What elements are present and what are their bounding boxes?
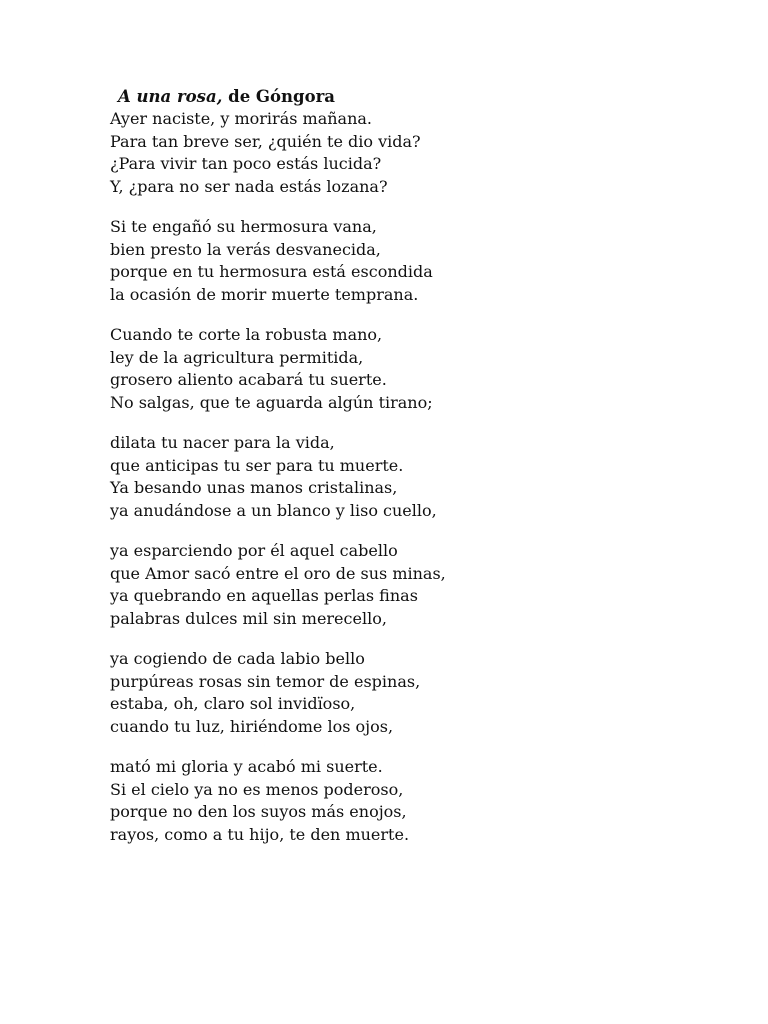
poem-line: ya cogiendo de cada labio bello	[110, 649, 365, 668]
poem-line: ley de la agricultura permitida,	[110, 347, 364, 367]
poem-line: dilata tu nacer para la vida,	[110, 433, 335, 452]
poem-line: Si el cielo ya no es menos poderoso,	[110, 779, 404, 799]
poem-title	[118, 86, 730, 108]
poem-line: que Amor sacó entre el oro de sus minas,	[110, 563, 446, 583]
stanza	[110, 432, 730, 522]
poem-line: cuando tu luz, hiriéndome los ojos,	[110, 716, 394, 736]
poem-line: No salgas, que te aguarda algún tirano;	[110, 392, 433, 412]
poem-line: bien presto la verás desvanecida,	[110, 239, 381, 259]
poem-line: Si te engañó su hermosura vana,	[110, 217, 377, 236]
poem-work-title: A una rosa,	[118, 87, 223, 106]
stanza	[110, 216, 730, 306]
poem-line: ya anudándose a un blanco y liso cuello,	[110, 500, 437, 520]
poem-body	[110, 108, 730, 846]
poem-line: porque en tu hermosura está escondida	[110, 262, 433, 281]
poem-author: de Góngora	[228, 87, 335, 106]
stanza	[110, 108, 730, 198]
poem-line: porque no den los suyos más enojos,	[110, 802, 407, 821]
stanza	[110, 540, 730, 630]
poem-line: ya quebrando en aquellas perlas finas	[110, 586, 418, 605]
poem-line: ¿Para vivir tan poco estás lucida?	[110, 154, 382, 173]
poem-line: mató mi gloria y acabó mi suerte.	[110, 757, 383, 776]
poem-line: Cuando te corte la robusta mano,	[110, 325, 383, 344]
poem-line: purpúreas rosas sin temor de espinas,	[110, 671, 421, 691]
stanza	[110, 324, 730, 414]
poem-line: Y, ¿para no ser nada estás lozana?	[110, 176, 388, 196]
poem-line: Ya besando unas manos cristalinas,	[110, 478, 398, 497]
poem-line: grosero aliento acabará tu suerte.	[110, 370, 387, 389]
poem-line: Para tan breve ser, ¿quién te dio vida?	[110, 131, 421, 151]
document-page	[110, 86, 730, 864]
poem-line: estaba, oh, claro sol invidïoso,	[110, 694, 356, 713]
poem-line: palabras dulces mil sin merecello,	[110, 608, 387, 628]
poem-line: la ocasión de morir muerte temprana.	[110, 284, 419, 304]
poem-line: ya esparciendo por él aquel cabello	[110, 541, 398, 560]
poem-line: rayos, como a tu hijo, te den muerte.	[110, 824, 410, 844]
poem-line: Ayer naciste, y morirás mañana.	[110, 109, 373, 128]
stanza	[110, 648, 730, 738]
stanza	[110, 756, 730, 846]
poem-line: que anticipas tu ser para tu muerte.	[110, 455, 404, 475]
